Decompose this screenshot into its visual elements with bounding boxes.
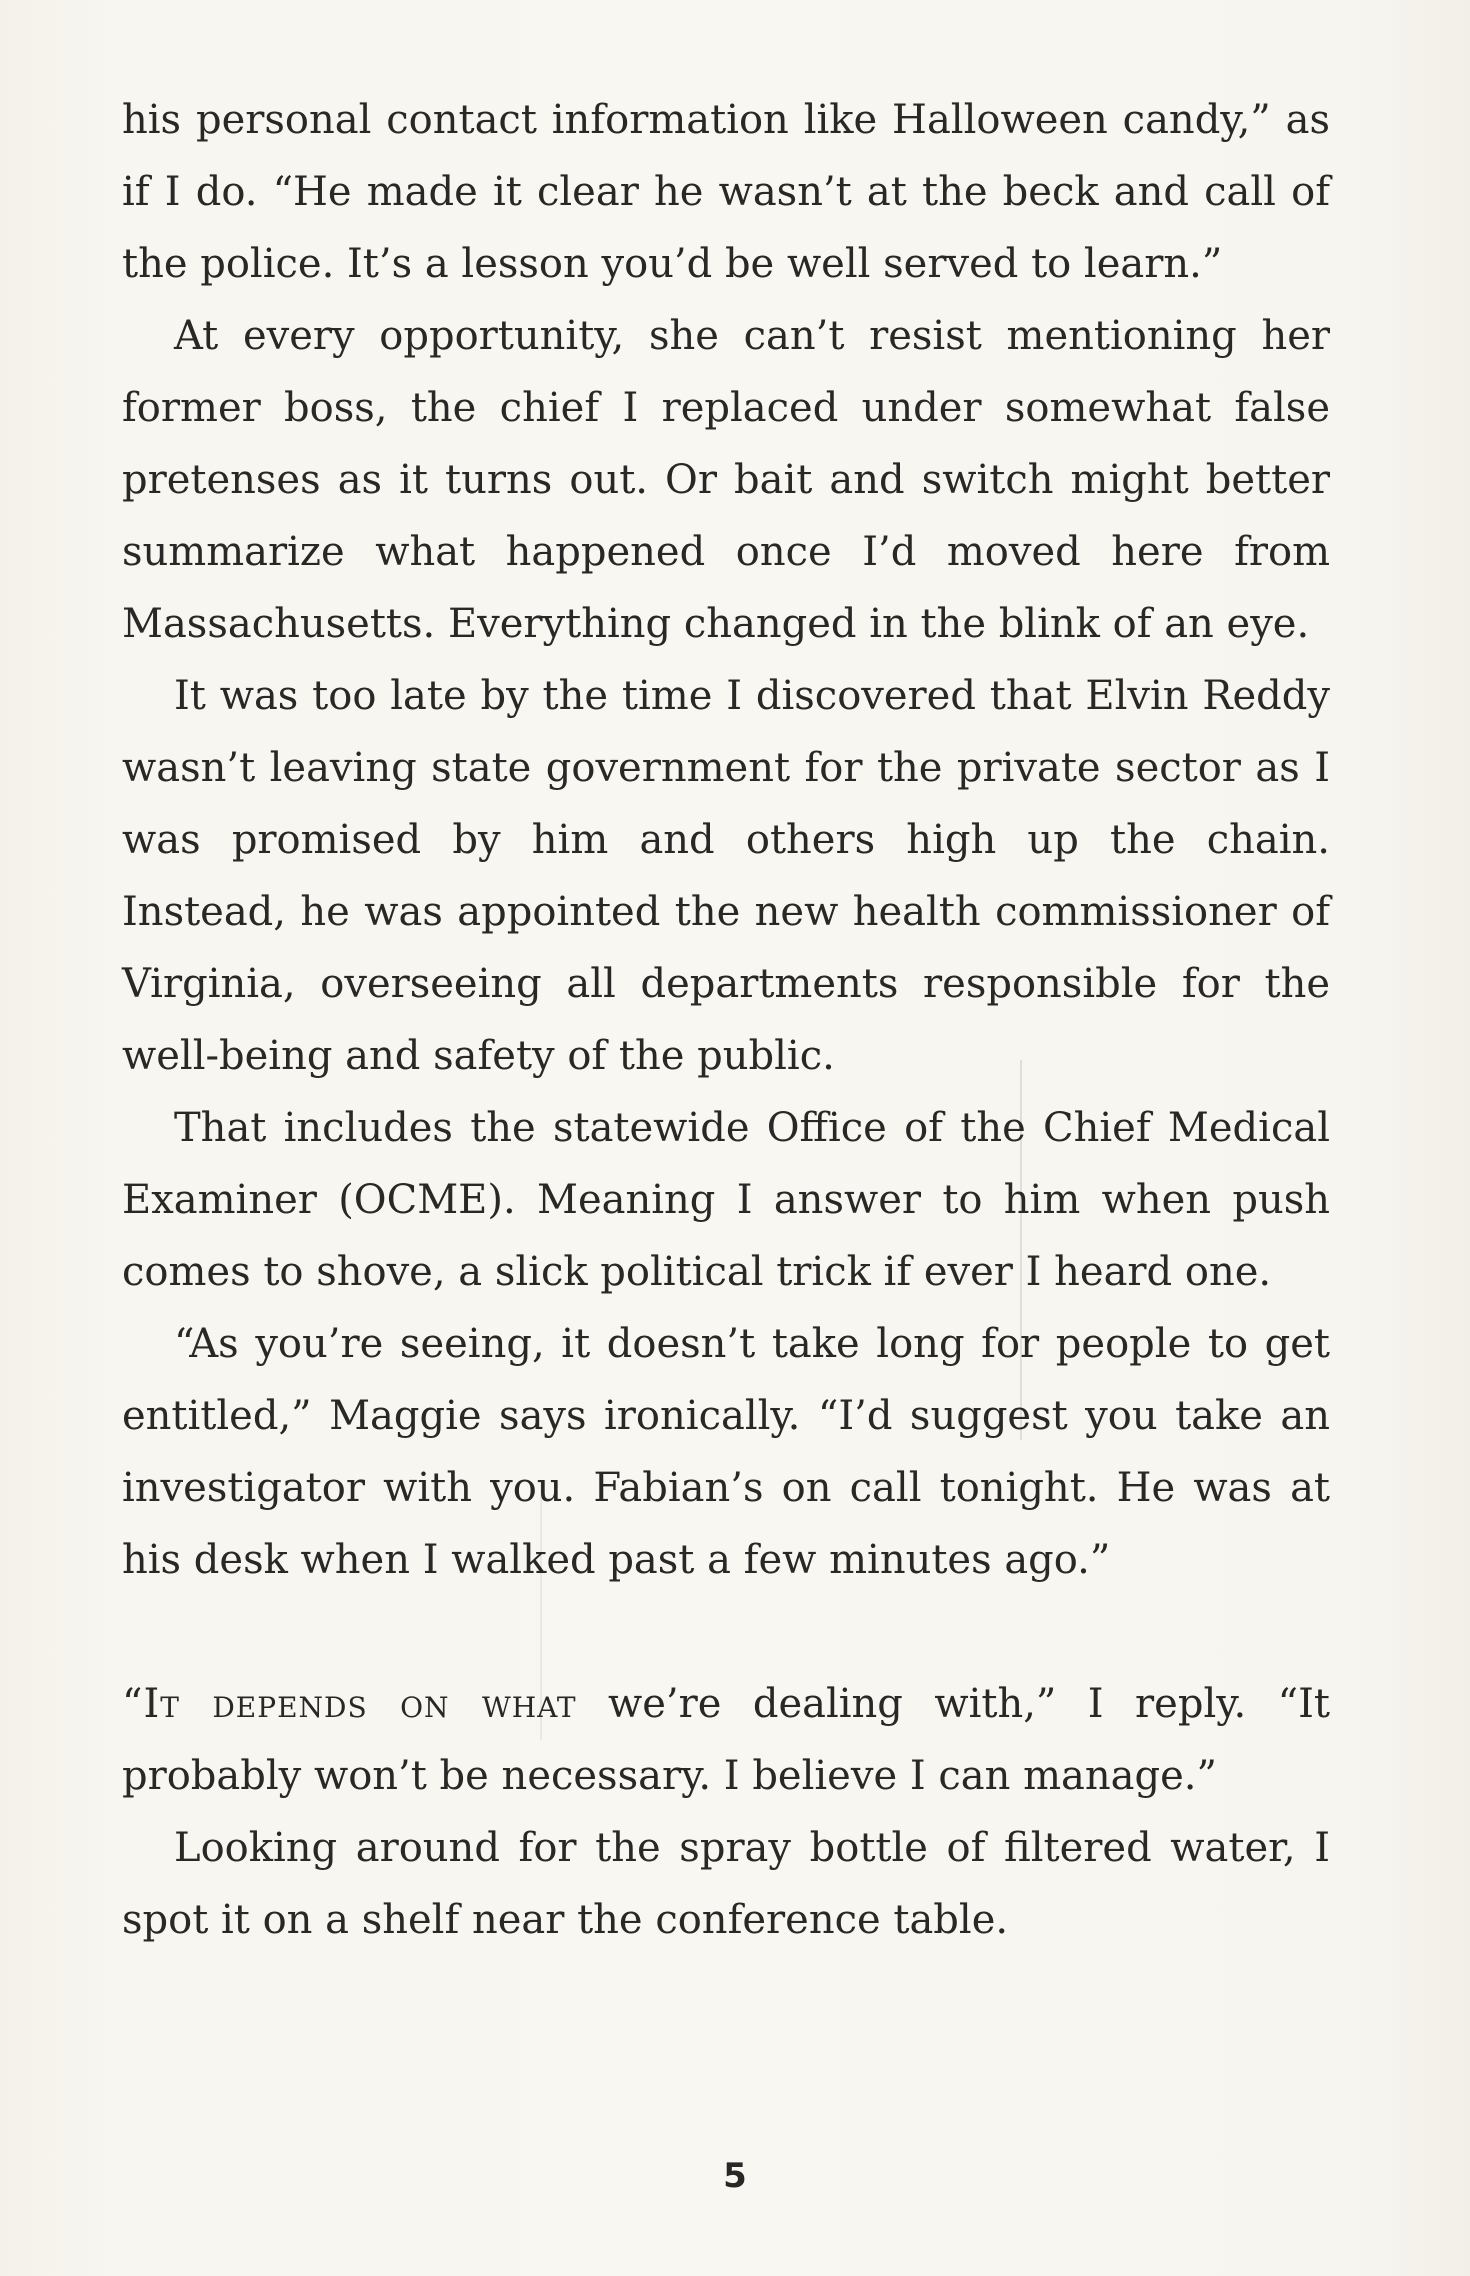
closing-paragraph: Looking around for the spray bottle of filtered water, I spot it on a shelf near the conference table. [122, 1825, 1330, 1943]
paragraph-4: That includes the statewide Office of the Chief Medical Examiner (OCME). Meaning I answer to him when push comes to shove, a slick political trick if ever I heard one. [122, 1105, 1330, 1295]
paragraph-2: At every opportunity, she can’t resist mentioning her former boss, the chief I replaced under somewhat false pretenses as it turns out. Or bait and switch might better summarize what happened once I’d moved here from Massachusetts. Everything changed in the blink of an eye. [122, 313, 1330, 647]
scene-break [122, 1596, 1330, 1668]
small-caps-lead-in: “It depends on what [122, 1681, 577, 1727]
paragraph-1: his personal contact information like Halloween candy,” as if I do. “He made it clear he wasn’t at the beck and call of the police. It’s a lesson you’d be well served to learn.” [122, 97, 1330, 287]
paragraph-5: “As you’re seeing, it doesn’t take long for people to get entitled,” Maggie says ironically. “I’d suggest you take an investigator with you. Fabian’s on call tonight. He was at his desk when I walked past a few minutes ago.” [122, 1321, 1330, 1583]
page-number: 5 [723, 2156, 747, 2196]
section-two-opening [122, 1668, 1330, 1812]
section-two-rest: we’re dealing with,” I reply. “It probably won’t be necessary. I believe I can manage.” [122, 1681, 1330, 1799]
body-text [122, 84, 1330, 1956]
paragraph-3: It was too late by the time I discovered that Elvin Reddy wasn’t leaving state government for the private sector as I was promised by him and others high up the chain. Instead, he was appointed the new health commissioner of Virginia, overseeing all departments responsible for the well-being and safety of the public. [122, 673, 1330, 1079]
